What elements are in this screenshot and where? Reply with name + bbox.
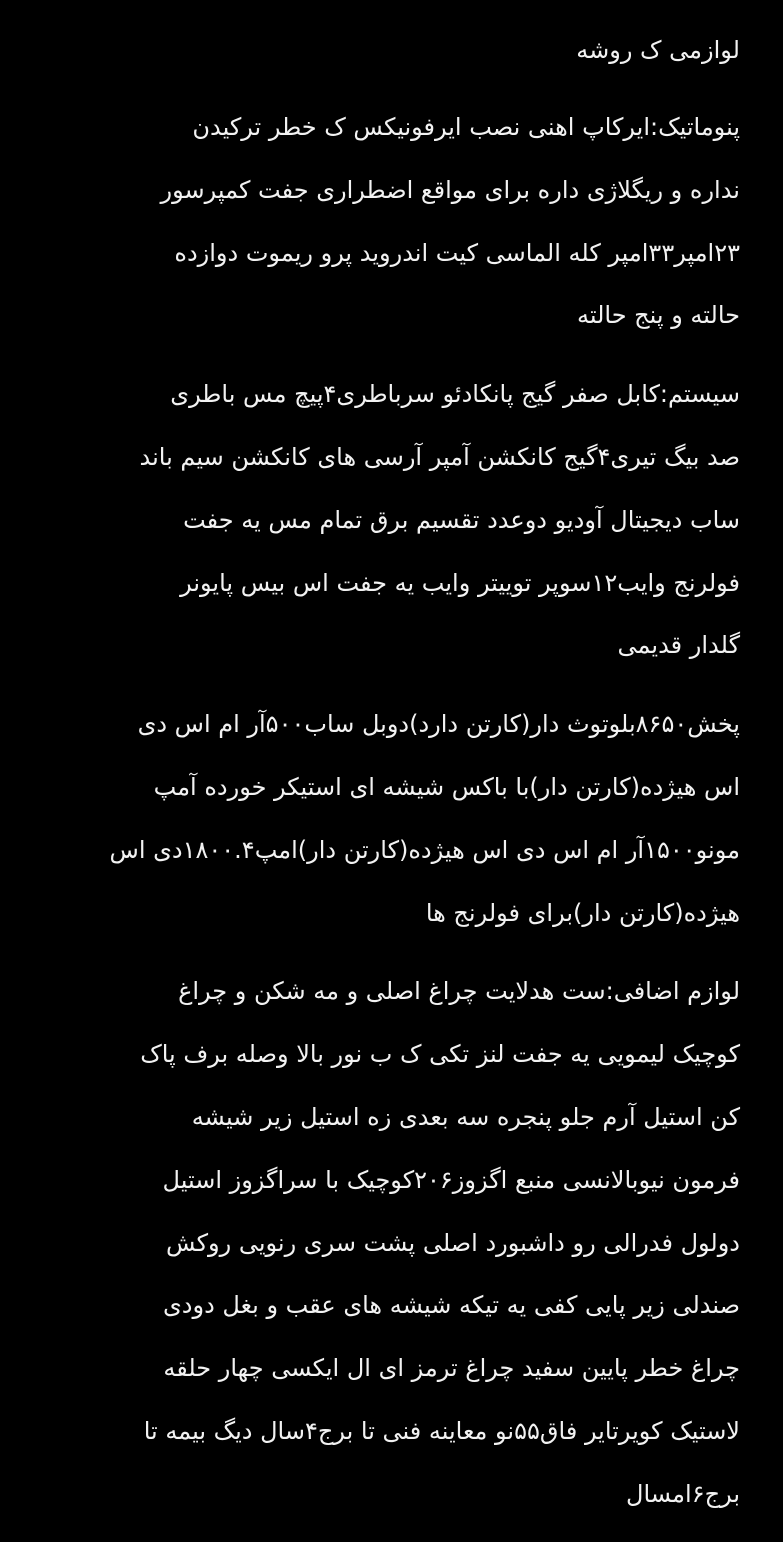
paragraph-system [40, 363, 740, 677]
text-line: مونو۱۵۰۰آر ام اس دی اس هیژده(کارتن دار)امپ۱۸۰۰.۴دی اس [109, 835, 740, 864]
text-line: کن استیل آرم جلو پنجره سه بعدی زه استیل زیر شیشه [191, 1102, 740, 1131]
text-line: چراغ خطر پایین سفید چراغ ترمز ای ال ایکسی چهار حلقه [163, 1354, 740, 1383]
text-line: لاستیک کویرتایر فاق۵۵نو معاینه فنی تا برج۴سال دیگ بیمه تا [143, 1416, 740, 1445]
text-line: سیستم:کابل صفر گیج پانکادئو سرباطری۴پیچ مس باطری [170, 380, 740, 409]
text-line: ۲۳امپر۳۳امپر کله الماسی کیت اندروید پرو ریموت دوازده [174, 238, 740, 267]
text-line: پنوماتیک:ایرکاپ اهنی نصب ایرفونیکس ک خطر ترکیدن [192, 113, 740, 141]
text-line: هیژده(کارتن دار)برای فولرنج ها [425, 898, 740, 927]
text-line: برج۶امسال [626, 1479, 740, 1508]
paragraph-pneumatic [40, 96, 740, 347]
text-line: گلدار قدیمی [617, 631, 740, 660]
text-line: کوچیک لیمویی یه جفت لنز تکی ک ب نور بالا وصله برف پاک [140, 1040, 740, 1069]
text-line: لوازم اضافی:ست هدلایت چراغ اصلی و مه شکن و چراغ [178, 977, 740, 1006]
paragraph-player [40, 693, 740, 944]
text-line: حالته و پنج حالته [576, 301, 740, 330]
text-line: دولول فدرالی رو داشبورد اصلی پشت سری رنویی روکش [165, 1228, 740, 1257]
text-line: فولرنج وایب۱۲سوپر توییتر وایب یه جفت اس بیس پایونر [180, 568, 740, 597]
note-title: لوازمی ک روشه [576, 36, 740, 64]
note-body [40, 18, 740, 1542]
text-line: صد بیگ تیری۴گیج کانکشن آمپر آرسی های کانکشن سیم باند [139, 442, 740, 471]
text-line: صندلی زیر پایی کفی یه تیکه شیشه های عقب و بغل دودی [163, 1291, 740, 1320]
text-line: فرمون نیوبالانسی منبع اگزوز۲۰۶کوچیک با سراگزوز استیل [162, 1165, 740, 1194]
text-line: ساب دیجیتال آودیو دوعدد تقسیم برق تمام مس یه جفت [183, 505, 740, 534]
text-line: اس هیژده(کارتن دار)با باکس شیشه ای استیکر خورده آمپ [153, 772, 740, 801]
paragraph-extras [40, 960, 740, 1525]
text-line: نداره و ریگلاژی داره برای مواقع اضطراری جفت کمپرسور [160, 175, 740, 204]
text-line: پخش۸۶۵۰بلوتوث دار(کارتن دارد)دوبل ساب۵۰۰آر ام اس دی [137, 710, 740, 739]
